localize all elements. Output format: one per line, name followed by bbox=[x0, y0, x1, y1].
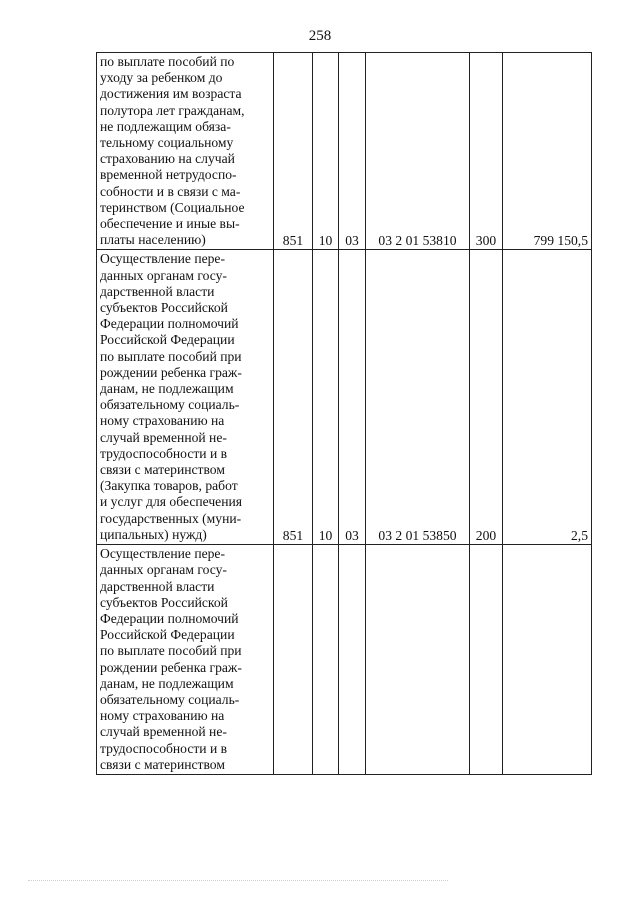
expense-type-cell bbox=[470, 545, 503, 775]
description-line: связи с материнством bbox=[100, 462, 225, 478]
row-description bbox=[97, 250, 274, 545]
description-line: полутора лет гражданам, bbox=[100, 102, 245, 118]
amount-cell: 799 150,5 bbox=[503, 53, 592, 250]
description-line: Осуществление пере- bbox=[100, 251, 225, 267]
subsection-code-cell: 03 bbox=[339, 250, 366, 545]
subsection-code-cell bbox=[339, 545, 366, 775]
description-line: Российской Федерации bbox=[100, 332, 235, 348]
description-line: данам, не подлежащим bbox=[100, 675, 234, 691]
budget-table bbox=[96, 52, 592, 775]
ministry-code-cell bbox=[274, 545, 313, 775]
description-line: трудоспособности и в bbox=[100, 740, 228, 756]
page-number: 258 bbox=[308, 28, 332, 44]
description-line: трудоспособности и в bbox=[100, 445, 228, 461]
row-description bbox=[97, 545, 274, 775]
description-line: данам, не подлежащим bbox=[100, 381, 234, 397]
description-line: обязательному социаль- bbox=[100, 397, 240, 413]
description-line: данных органам госу- bbox=[100, 562, 227, 578]
description-line: ципальных) нужд) bbox=[100, 526, 207, 542]
description-line: дарственной власти bbox=[100, 578, 215, 594]
description-line: обеспечение и иные вы- bbox=[100, 216, 240, 232]
table-row bbox=[97, 250, 592, 545]
description-line: случай временной не- bbox=[100, 724, 227, 740]
description-line: государственных (муни- bbox=[100, 510, 242, 526]
description-line: собности и в связи с ма- bbox=[100, 183, 241, 199]
scan-artifact bbox=[28, 880, 448, 883]
description-line: страхованию на случай bbox=[100, 151, 235, 167]
ministry-code-cell: 851 bbox=[274, 53, 313, 250]
description-line: по выплате пособий при bbox=[100, 643, 242, 659]
amount-cell: 2,5 bbox=[503, 250, 592, 545]
description-line: субъектов Российской bbox=[100, 594, 228, 610]
section-code-cell bbox=[313, 545, 339, 775]
table-row bbox=[97, 545, 592, 775]
description-line: субъектов Российской bbox=[100, 300, 228, 316]
description-line: достижения им возраста bbox=[100, 86, 242, 102]
description-line: ному страхованию на bbox=[100, 413, 225, 429]
description-line: платы населению) bbox=[100, 232, 206, 248]
description-line: и услуг для обеспечения bbox=[100, 494, 242, 510]
section-code-cell: 10 bbox=[313, 250, 339, 545]
description-line: теринством (Социальное bbox=[100, 199, 245, 215]
description-line: по выплате пособий по bbox=[100, 54, 235, 69]
description-line: по выплате пособий при bbox=[100, 348, 242, 364]
amount-cell bbox=[503, 545, 592, 775]
description-line: рождении ребенка граж- bbox=[100, 364, 242, 380]
ministry-code-cell: 851 bbox=[274, 250, 313, 545]
description-line: тельному социальному bbox=[100, 135, 234, 151]
expense-type-cell: 300 bbox=[470, 53, 503, 250]
description-line: не подлежащим обяза- bbox=[100, 118, 231, 134]
description-line: данных органам госу- bbox=[100, 267, 227, 283]
description-line: рождении ребенка граж- bbox=[100, 659, 242, 675]
description-line: Российской Федерации bbox=[100, 627, 235, 643]
section-code-cell: 10 bbox=[313, 53, 339, 250]
description-line: (Закупка товаров, работ bbox=[100, 478, 238, 494]
target-article-cell bbox=[366, 545, 470, 775]
row-description bbox=[97, 53, 274, 250]
target-article-cell: 03 2 01 53810 bbox=[366, 53, 470, 250]
target-article-cell: 03 2 01 53850 bbox=[366, 250, 470, 545]
description-line: Федерации полномочий bbox=[100, 610, 239, 626]
description-line: уходу за ребенком до bbox=[100, 70, 223, 86]
description-line: дарственной власти bbox=[100, 283, 215, 299]
description-line: ному страхованию на bbox=[100, 708, 225, 724]
expense-type-cell: 200 bbox=[470, 250, 503, 545]
description-line: Федерации полномочий bbox=[100, 316, 239, 332]
description-line: Осуществление пере- bbox=[100, 546, 225, 562]
description-line: связи с материнством bbox=[100, 756, 225, 772]
description-line: обязательному социаль- bbox=[100, 691, 240, 707]
description-line: случай временной не- bbox=[100, 429, 227, 445]
description-line: временной нетрудоспо- bbox=[100, 167, 237, 183]
subsection-code-cell: 03 bbox=[339, 53, 366, 250]
table-row bbox=[97, 53, 592, 250]
